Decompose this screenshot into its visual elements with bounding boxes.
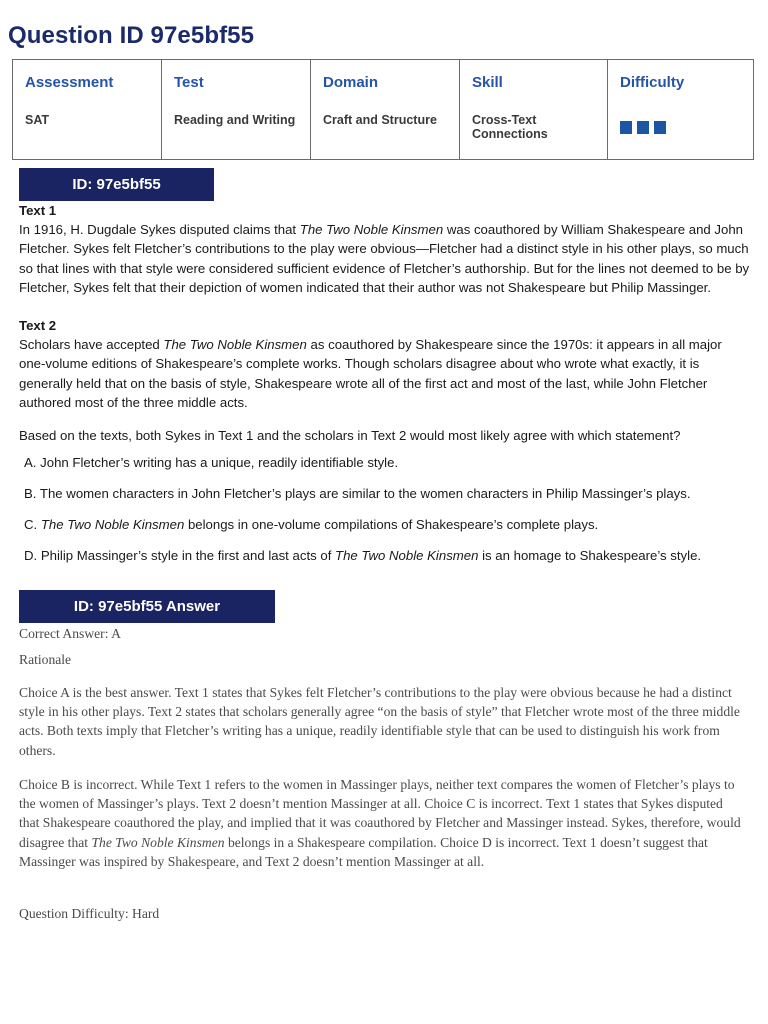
choice-d[interactable]: D. Philip Massinger’s style in the first and last acts of The Two Noble Kinsmen is an homage to Shakespeare’s style.: [24, 548, 702, 563]
text-2-label: Text 2: [19, 318, 57, 333]
choice-c-text: belongs in one-volume compilations of Shakespeare’s complete plays.: [184, 517, 599, 532]
choice-c[interactable]: [24, 515, 598, 534]
assessment-header: Assessment: [25, 74, 114, 91]
page-title: Question ID 97e5bf55: [8, 22, 255, 49]
assessment-cell: [13, 60, 162, 160]
rationale-choice-a: Choice A is the best answer. Text 1 states that Sykes felt Fletcher’s contributions to the play were obvious because he had a distinct style in his other plays. Text 2 states that scholars generally agree “on the basis of style” that Fletcher wrote most of the three middle acts. Both texts imply that Fletcher’s writing has a unique, readily identifiable style that can be used to distinguish his work from others.: [19, 685, 740, 758]
choice-b-letter: B.: [24, 486, 37, 501]
correct-answer: Correct Answer: A: [19, 626, 121, 641]
assessment-value: SAT: [25, 113, 50, 127]
test-value: Reading and Writing: [174, 113, 296, 127]
difficulty-indicator: [620, 121, 741, 134]
test-header: Test: [174, 74, 204, 91]
test-cell: [162, 60, 311, 160]
text-1-body: In 1916, H. Dugdale Sykes disputed claims that The Two Noble Kinsmen was coauthored by William Shakespeare and John Fletcher. Sykes felt Fletcher’s contributions to the play were obvious—Fletcher had a distinct style in his other plays, so much so that lines with that style were considered sufficient evidence of Fletcher’s authorship. But for the lines not deemed to be by Fletcher, Sykes felt that their depiction of women indicated that their author was not Shakespeare but Philip Massinger.: [19, 222, 750, 295]
choice-b[interactable]: [24, 484, 691, 503]
choice-d-text: Philip Massinger’s style in the first and last acts of: [40, 548, 336, 563]
play-title: The Two Noble Kinsmen: [91, 834, 225, 850]
play-title: The Two Noble Kinsmen: [299, 222, 444, 238]
text-2-body: Scholars have accepted The Two Noble Kinsmen as coauthored by Shakespeare since the 1970s: it appears in all major one-volume editions of Shakespeare’s complete works. Though scholars disagree about who wrote what exactly, it is generally held that on the basis of style, Shakespeare wrote all of the first act and most of the last, while John Fletcher authored most of the three middle acts.: [19, 337, 722, 410]
answer-banner: ID: 97e5bf55 Answer: [19, 590, 275, 623]
skill-cell: [460, 60, 608, 160]
play-title: The Two Noble Kinsmen: [163, 337, 307, 353]
domain-value: Craft and Structure: [323, 113, 437, 127]
difficulty-bar: [654, 121, 666, 134]
choice-d-letter: D.: [24, 548, 38, 563]
question-id-banner: ID: 97e5bf55: [19, 168, 214, 201]
domain-cell: [311, 60, 460, 160]
choice-b-text: The women characters in John Fletcher’s plays are similar to the women characters in Philip Massinger’s plays.: [39, 486, 691, 501]
rationale-choices-b-c-d: Choice B is incorrect. While Text 1 refers to the women in Massinger plays, neither text compares the women of Fletcher’s plays to the women of Massinger’s plays. Text 2 doesn’t mention Massinger at all. Choice C is incorrect. Text 1 states that Sykes disputed that Shakespeare coauthored the play, and implied that it was coauthored by Fletcher and Massinger instead. Sykes, therefore, would disagree that The Two Noble Kinsmen belongs in a Shakespeare compilation. Choice D is incorrect. Text 1 doesn’t suggest that Massinger was inspired by Shakespeare, and Text 2 doesn’t mention Massinger at all.: [19, 777, 741, 869]
difficulty-bar: [637, 121, 649, 134]
question-metadata-table: [12, 59, 754, 160]
choice-a-letter: A.: [24, 455, 37, 470]
passage-text-2: [19, 316, 751, 412]
choice-a-text: John Fletcher’s writing has a unique, readily identifiable style.: [40, 455, 399, 470]
passage-text-1: [19, 201, 751, 297]
difficulty-bar: [620, 121, 632, 134]
play-title: The Two Noble Kinsmen: [335, 548, 479, 563]
domain-header: Domain: [323, 74, 379, 91]
choice-c-letter: C.: [24, 517, 38, 532]
skill-value: Cross-Text Connections: [472, 113, 548, 141]
text-1-label: Text 1: [19, 203, 57, 218]
question-prompt: Based on the texts, both Sykes in Text 1 and the scholars in Text 2 would most likely agree with which statement?: [19, 428, 681, 443]
skill-header: Skill: [472, 74, 503, 91]
difficulty-cell: [608, 60, 754, 160]
question-difficulty: Question Difficulty: Hard: [19, 906, 160, 921]
rationale-heading: Rationale: [19, 652, 72, 667]
choice-a[interactable]: [24, 453, 398, 472]
play-title: The Two Noble Kinsmen: [40, 517, 185, 532]
difficulty-header: Difficulty: [620, 74, 685, 91]
